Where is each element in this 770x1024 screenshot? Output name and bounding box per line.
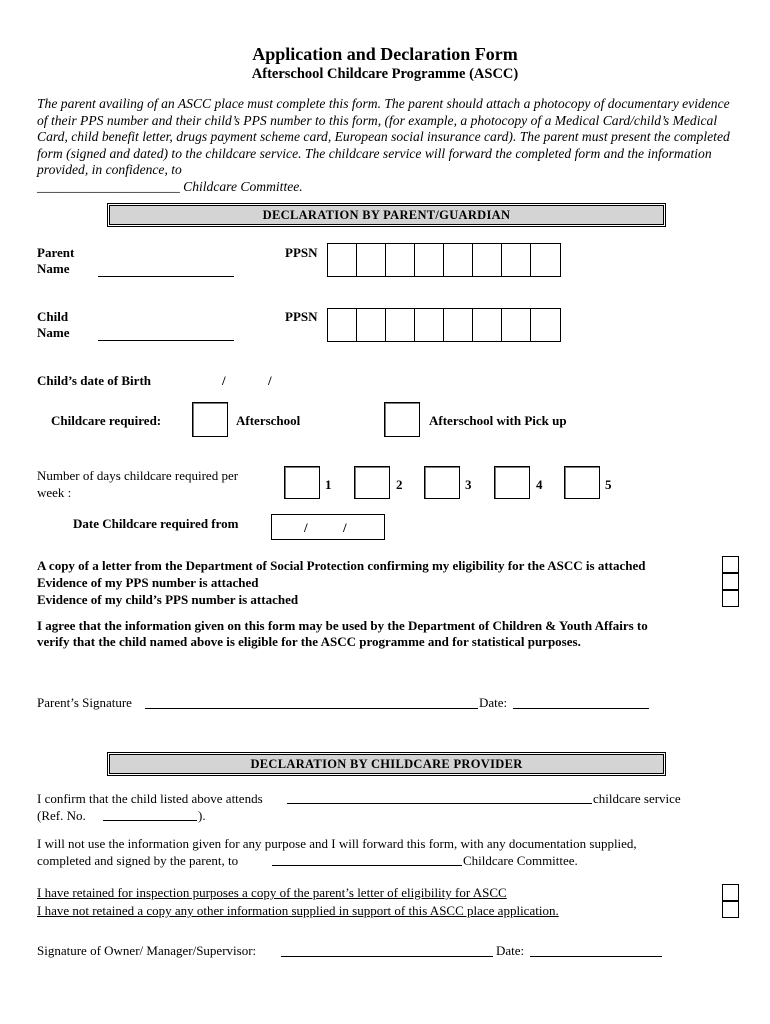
childcare-required-label: Childcare required: xyxy=(51,413,162,428)
agreement-line2: verify that the child named above is eligible for the ASCC programme and for statistical purposes. xyxy=(37,634,581,649)
intro-committee-line: _____________________ Childcare Committee. xyxy=(37,178,303,194)
days-label-line1: Number of days childcare required per xyxy=(37,468,239,483)
retained-letter-checkbox[interactable] xyxy=(722,884,739,901)
ref-no-prefix: (Ref. No. xyxy=(37,808,86,823)
intro-text: The parent availing of an ASCC place must complete this form. The parent should attach a photocopy of documentary evidence of their PPS number and their child’s PPS number to this form, (for example, a photocopy of a Medical Card/child’s Medical Card, child benefit letter, drugs payment scheme card, European social insurance card). The parent must present the completed form (signed and dated) to the childcare service. The childcare service will forward the completed form and the information provided, in confidence, to xyxy=(37,96,730,178)
provider-date-label: Date: xyxy=(496,943,525,958)
date-from-separator-2: / xyxy=(343,520,347,535)
date-from-label: Date Childcare required from xyxy=(73,516,239,531)
date-from-field[interactable] xyxy=(271,514,385,540)
attach-parent-pps-text: Evidence of my PPS number is attached xyxy=(37,575,259,590)
parent-date-label: Date: xyxy=(479,695,508,710)
parent-name-label xyxy=(37,245,74,277)
child-ppsn-label: PPSN xyxy=(285,309,318,324)
provider-declaration-heading: DECLARATION BY CHILDCARE PROVIDER xyxy=(107,752,666,776)
ref-no-field[interactable] xyxy=(103,820,197,821)
child-ppsn-grid[interactable] xyxy=(327,308,561,342)
dob-separator-1[interactable]: / xyxy=(222,373,226,388)
attach-child-pps-text: Evidence of my child’s PPS number is attached xyxy=(37,592,299,607)
not-retained-checkbox[interactable] xyxy=(722,901,739,918)
parent-name-field[interactable] xyxy=(98,276,234,277)
service-name-field[interactable] xyxy=(287,803,592,804)
day-2-label: 2 xyxy=(396,477,403,492)
parent-ppsn-grid[interactable] xyxy=(327,243,561,277)
date-from-separator-1: / xyxy=(304,520,308,535)
provider-confirm-label: I confirm that the child listed above attends xyxy=(37,791,263,806)
days-required-label xyxy=(37,467,238,501)
afterschool-pickup-option-label: Afterschool with Pick up xyxy=(429,413,567,428)
child-label-line1: Child xyxy=(37,309,69,324)
attachments-list xyxy=(37,557,727,608)
afterschool-pickup-checkbox[interactable] xyxy=(384,402,420,437)
agreement-statement xyxy=(37,618,737,650)
day-1-label: 1 xyxy=(325,477,332,492)
days-label-line2: week : xyxy=(37,485,72,500)
child-name-label xyxy=(37,309,70,341)
child-name-field[interactable] xyxy=(98,340,234,341)
parent-date-field[interactable] xyxy=(513,708,649,709)
day-5-checkbox[interactable] xyxy=(564,466,600,499)
committee-name-field[interactable] xyxy=(272,865,462,866)
committee-label: Childcare Committee. xyxy=(463,853,578,868)
parent-signature-label: Parent’s Signature xyxy=(37,695,132,710)
attach-child-pps-checkbox[interactable] xyxy=(722,590,739,607)
day-4-label: 4 xyxy=(536,477,543,492)
agreement-line1: I agree that the information given on this form may be used by the Department of Children & Youth Affairs to xyxy=(37,618,648,633)
provider-date-field[interactable] xyxy=(530,956,662,957)
afterschool-option-label: Afterschool xyxy=(236,413,301,428)
attach-parent-pps-checkbox[interactable] xyxy=(722,573,739,590)
day-1-checkbox[interactable] xyxy=(284,466,320,499)
ref-no-suffix: ). xyxy=(198,808,206,823)
day-4-checkbox[interactable] xyxy=(494,466,530,499)
provider-signature-label: Signature of Owner/ Manager/Supervisor: xyxy=(37,943,257,958)
dob-label: Child’s date of Birth xyxy=(37,373,151,388)
attach-letter-text: A copy of a letter from the Department of Social Protection confirming my eligibility for the ASCC is attached xyxy=(37,558,646,573)
parent-label-line1: Parent xyxy=(37,245,75,260)
provider-undertaking-line2: completed and signed by the parent, to xyxy=(37,853,239,868)
not-retained-text: I have not retained a copy any other information supplied in support of this ASCC place application. xyxy=(37,903,559,918)
provider-signature-field[interactable] xyxy=(281,956,493,957)
retained-letter-text: I have retained for inspection purposes a copy of the parent’s letter of eligibility for ASCC xyxy=(37,885,507,900)
day-2-checkbox[interactable] xyxy=(354,466,390,499)
child-label-line2: Name xyxy=(37,325,70,340)
intro-paragraph xyxy=(37,96,737,196)
parent-label-line2: Name xyxy=(37,261,70,276)
parent-ppsn-label: PPSN xyxy=(285,245,318,260)
parent-signature-field[interactable] xyxy=(145,708,478,709)
day-3-checkbox[interactable] xyxy=(424,466,460,499)
form-title: Application and Declaration Form xyxy=(252,44,518,64)
afterschool-checkbox[interactable] xyxy=(192,402,228,437)
provider-undertaking-line1: I will not use the information given for any purpose and I will forward this form, with any documentation supplied, xyxy=(37,836,637,851)
attach-letter-checkbox[interactable] xyxy=(722,556,739,573)
parent-declaration-heading: DECLARATION BY PARENT/GUARDIAN xyxy=(107,203,666,227)
dob-separator-2[interactable]: / xyxy=(268,373,272,388)
day-3-label: 3 xyxy=(465,477,472,492)
day-5-label: 5 xyxy=(605,477,612,492)
form-subtitle: Afterschool Childcare Programme (ASCC) xyxy=(251,66,519,82)
childcare-service-label: childcare service xyxy=(593,791,681,806)
